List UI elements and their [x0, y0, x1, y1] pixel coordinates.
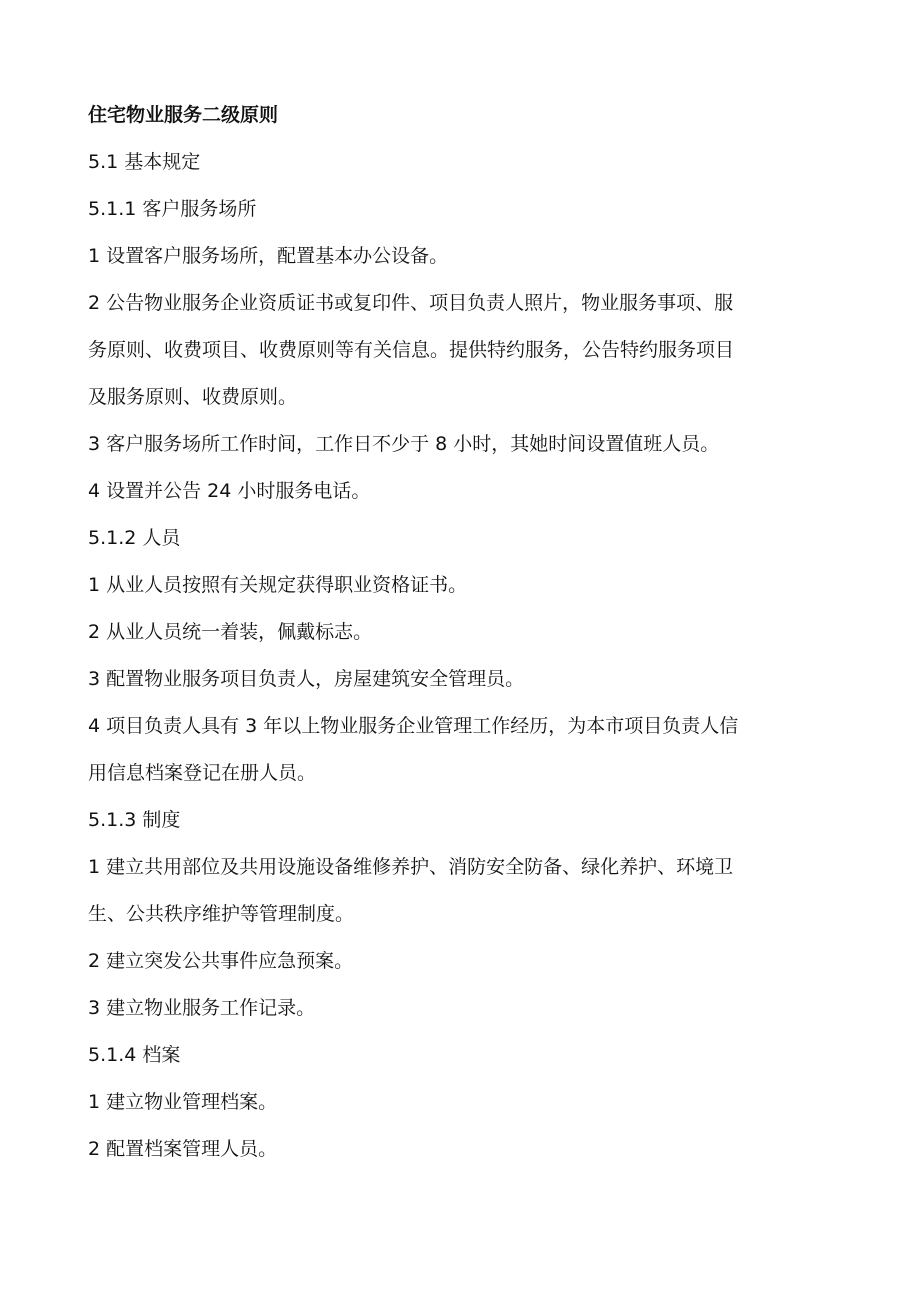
section-heading-5-1-2: 5.1.2 人员 [88, 527, 181, 549]
paragraph-line: 用信息档案登记在册人员。 [88, 762, 317, 784]
paragraph-line: 1 建立物业管理档案。 [88, 1091, 278, 1113]
document-body [88, 92, 838, 1173]
paragraph-line: 1 设置客户服务场所，配置基本办公设备。 [88, 245, 449, 267]
document-title: 住宅物业服务二级原则 [88, 104, 279, 126]
section-heading-5-1-1: 5.1.1 客户服务场所 [88, 198, 257, 220]
paragraph-line: 3 配置物业服务项目负责人，房屋建筑安全管理员。 [88, 668, 525, 690]
paragraph-line: 2 建立突发公共事件应急预案。 [88, 950, 354, 972]
section-heading-5-1-3: 5.1.3 制度 [88, 809, 181, 831]
paragraph-line: 2 配置档案管理人员。 [88, 1138, 278, 1160]
paragraph-line: 1 从业人员按照有关规定获得职业资格证书。 [88, 574, 468, 596]
paragraph-line: 3 建立物业服务工作记录。 [88, 997, 316, 1019]
paragraph-line: 1 建立共用部位及共用设施设备维修养护、消防安全防备、绿化养护、环境卫 [88, 856, 734, 878]
section-heading-5-1: 5.1 基本规定 [88, 151, 201, 173]
paragraph-line: 2 公告物业服务企业资质证书或复印件、项目负责人照片，物业服务事项、服 [88, 292, 734, 314]
paragraph-line: 3 客户服务场所工作时间，工作日不少于 8 小时，其她时间设置值班人员。 [88, 433, 720, 455]
paragraph-line: 务原则、收费项目、收费原则等有关信息。提供特约服务，公告特约服务项目 [88, 339, 735, 361]
paragraph-line: 4 设置并公告 24 小时服务电话。 [88, 480, 371, 502]
paragraph-line: 及服务原则、收费原则。 [88, 386, 298, 408]
paragraph-line: 4 项目负责人具有 3 年以上物业服务企业管理工作经历，为本市项目负责人信 [88, 715, 739, 737]
paragraph-line: 2 从业人员统一着装，佩戴标志。 [88, 621, 373, 643]
section-heading-5-1-4: 5.1.4 档案 [88, 1044, 181, 1066]
paragraph-line: 生、公共秩序维护等管理制度。 [88, 903, 355, 925]
